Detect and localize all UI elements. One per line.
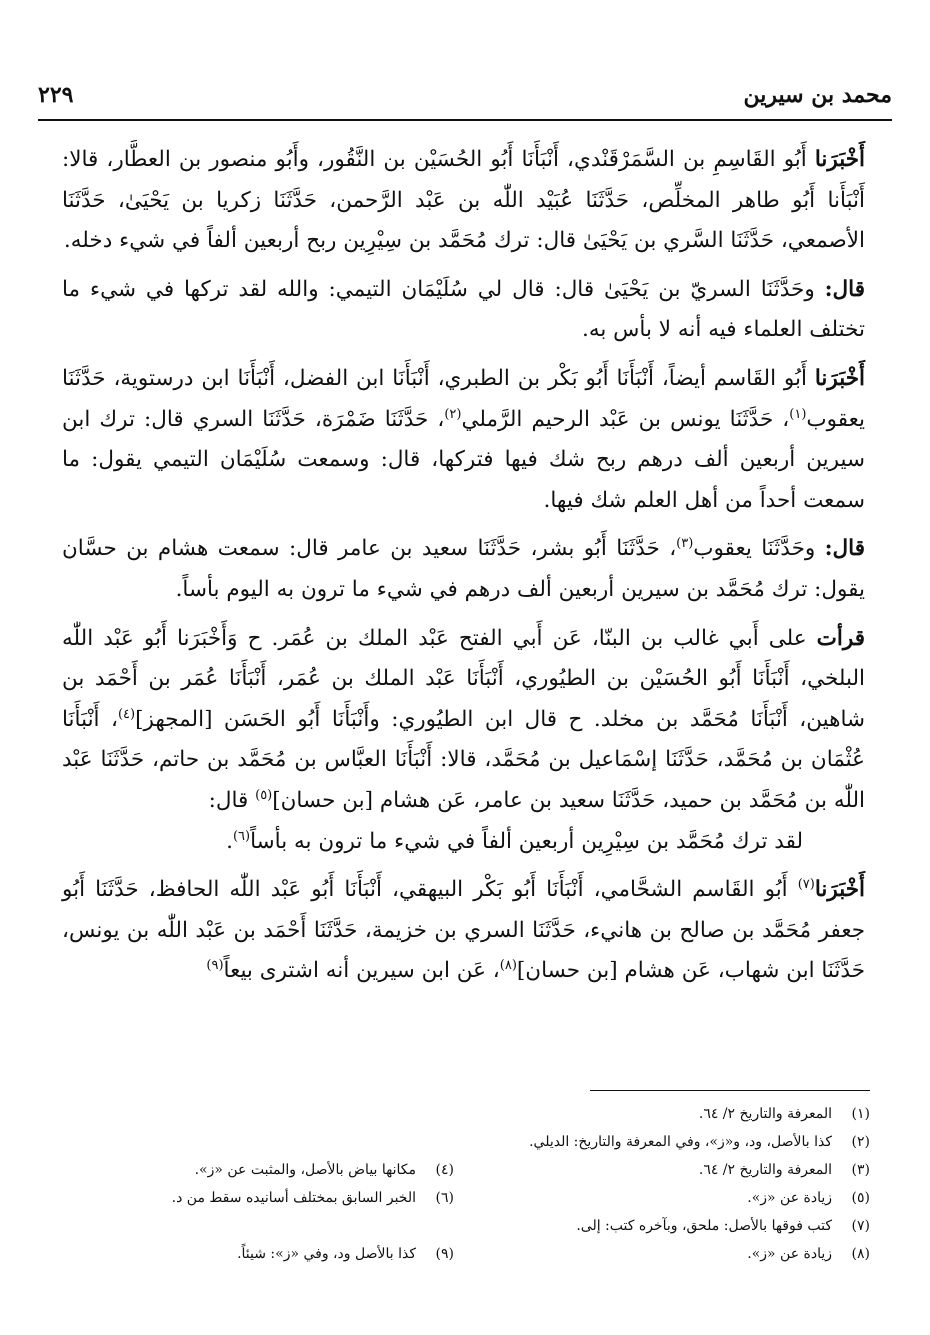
running-header bbox=[38, 82, 892, 116]
footnote-row bbox=[60, 1184, 870, 1212]
footnote-item bbox=[454, 1100, 870, 1128]
footnote-item bbox=[454, 1128, 870, 1156]
paragraph bbox=[62, 359, 865, 521]
footnote-ref[interactable]: (٩) bbox=[206, 958, 224, 974]
footnote-item bbox=[454, 1156, 870, 1184]
paragraph-text: أَبُو القَاسم أيضاً، أَنْبَأَنَا أَبُو بَكْر بن الطبري، أَنْبَأَنَا ابن الفضل، أَنْبَأَنَا ابن درستوية، حَدَّثَنَا يعقوب bbox=[62, 365, 865, 432]
page-number: ٢٢٩ bbox=[38, 82, 74, 108]
paragraph-lead: قال: bbox=[824, 276, 865, 302]
paragraph-lead: أَخْبَرَنا bbox=[814, 365, 865, 391]
footnote-ref[interactable]: (٦) bbox=[232, 828, 251, 844]
footnote-text: زيادة عن «ز». bbox=[747, 1246, 832, 1262]
paragraph bbox=[62, 619, 865, 822]
paragraph-text: وحَدَّثَنَا يعقوب bbox=[693, 536, 825, 562]
paragraph-lead: أَخْبَرَنا bbox=[814, 877, 865, 903]
paragraph-text: ، أَنْبَأَنَا عُثْمَان بن مُحَمَّد، حَدَّثَنَا إسْمَاعيل بن مُحَمَّد، قالا: أَنْبَأَنَا العبَّاس بن مُحَمَّد بن حاتم، حَدَّثَنَا عَبْد اللّٰه بن مُحَمَّد بن حميد، حَدَّثَنَا سعيد بن عامر، عَن هشام [بن حسان] bbox=[62, 706, 865, 813]
paragraph-text: ، حَدَّثَنَا ضَمْرَة، حَدَّثَنَا السري قال: ترك ابن سيرين أربعين ألف درهم ربح شك فيها فتركها، قال: وسمعت سُلَيْمَان التيمي يقول: ما سمعت أحداً من أهل العلم شك فيها. bbox=[62, 406, 865, 513]
footnote-number: (٩) bbox=[435, 1246, 454, 1262]
paragraph bbox=[62, 529, 865, 610]
paragraph-text: . bbox=[226, 828, 233, 854]
footnote-ref[interactable]: (٨) bbox=[499, 958, 517, 974]
paragraph-text: ، عَن ابن سيرين أنه اشترى بيعاً bbox=[223, 958, 500, 984]
footnote-number: (٦) bbox=[435, 1190, 454, 1206]
footnote-text: كذا بالأصل، ود، و«ز»، وفي المعرفة والتاريخ: الديلي. bbox=[529, 1134, 832, 1150]
footnote-row bbox=[60, 1100, 870, 1128]
paragraph-lead: قال: bbox=[824, 536, 866, 562]
paragraph-text: وحَدَّثَنَا السريّ بن يَحْيَىٰ قال: قال لي سُلَيْمَان التيمي: والله لقد تركها في شيء ما تختلف العلماء فيه أنه لا بأس به. bbox=[62, 276, 865, 343]
paragraph-text: قال: bbox=[208, 787, 256, 813]
footnote-ref[interactable]: (٥) bbox=[255, 787, 273, 803]
footnote-row bbox=[60, 1240, 870, 1268]
footnote-number: (٤) bbox=[435, 1162, 454, 1178]
footnote-ref[interactable]: (٣) bbox=[676, 536, 694, 552]
paragraph-text: أَبُو القَاسم الشحَّامي، أَنْبَأَنَا أَبُو بَكْر البيهقي، أَنْبَأَنَا أَبُو عَبْد اللّٰه الحافظ، حَدَّثَنَا أَبُو جعفر مُحَمَّد بن صالح بن هانيء، حَدَّثَنَا السري بن خزيمة، حَدَّثَنَا أَحْمَد بن عَبْد اللّٰه بن يونس، حَدَّثَنَا ابن شهاب، عَن هشام [بن حسان] bbox=[62, 877, 865, 984]
footnote-item bbox=[195, 1156, 454, 1184]
footnote-text: المعرفة والتاريخ ٢/ ٦٤. bbox=[698, 1162, 832, 1178]
footnote-number: (١) bbox=[851, 1106, 870, 1122]
paragraph bbox=[62, 270, 865, 351]
footnote-text: زيادة عن «ز». bbox=[747, 1190, 832, 1206]
paragraph bbox=[62, 870, 865, 992]
footnote-text: مكانها بياض بالأصل، والمثبت عن «ز». bbox=[194, 1162, 416, 1178]
footnotes bbox=[60, 1100, 870, 1268]
paragraph-lead: أَخْبَرَنا bbox=[814, 147, 865, 172]
paragraph-lead: قرأت bbox=[816, 625, 865, 651]
paragraph-text: لقد ترك مُحَمَّد بن سِيْرِين أربعين ألفاً في شيء ما ترون به بأساً bbox=[250, 828, 803, 854]
footnote-number: (٨) bbox=[851, 1246, 870, 1262]
footnote-text: كذا بالأصل ود، وفي «ز»: شيئاً. bbox=[237, 1246, 416, 1262]
paragraph-text: ، حَدَّثَنَا يونس بن عَبْد الرحيم الرَّملي bbox=[461, 406, 790, 432]
footnote-text: كتب فوقها بالأصل: ملحق، وبآخره كتب: إلى. bbox=[576, 1218, 832, 1234]
footnote-row bbox=[60, 1128, 870, 1156]
paragraph-text: ، حَدَّثَنَا أَبُو بشر، حَدَّثَنَا سعيد بن عامر قال: سمعت هشام بن حسَّان يقول: ترك مُحَمَّد بن سيرين أربعين ألف درهم في شيء ما ترون به اليوم بأساً. bbox=[62, 536, 865, 602]
footnote-ref[interactable]: (١) bbox=[789, 406, 807, 422]
footnote-ref[interactable]: (٤) bbox=[117, 706, 136, 722]
footnote-number: (٣) bbox=[851, 1162, 870, 1178]
footnote-row bbox=[60, 1212, 870, 1240]
footnote-text: المعرفة والتاريخ ٢/ ٦٤. bbox=[698, 1106, 832, 1122]
footnote-ref[interactable]: (٧) bbox=[797, 876, 815, 892]
paragraph bbox=[62, 140, 865, 262]
footnote-item bbox=[454, 1240, 870, 1268]
paragraph-text: أَبُو القَاسِمِ بن السَّمَرْقَنْدي، أَنْبَأَنَا أَبُو الحُسَيْن بن النَّقُور، وأَبُو منصور بن العطَّار، قالا: أَنْبَأَنا أَبُو طاهر المخلِّص، حَدَّثَنَا عُبَيْد اللّٰه بن عَبْد الرَّحمن، حَدَّثَنَا زكريا بن يَحْيَىٰ، حَدَّثَنَا الأصمعي، حَدَّثَنَا السَّري بن يَحْيَىٰ قال: ترك مُحَمَّد بن سِيْرِين ربح أربعين ألفاً في شيء دخله. bbox=[62, 147, 865, 254]
footnote-rule bbox=[590, 1090, 870, 1091]
footnote-text: الخبر السابق بمختلف أسانيده سقط من د. bbox=[171, 1190, 416, 1206]
running-title: محمد بن سيرين bbox=[743, 82, 892, 108]
footnote-item bbox=[172, 1184, 454, 1212]
footnote-number: (٢) bbox=[851, 1134, 870, 1150]
footnote-ref[interactable]: (٢) bbox=[444, 406, 462, 422]
paragraph-text: على أَبي غالب بن البنّا، عَن أَبي الفتح عَبْد الملك بن عُمَر. ح وَأَخْبَرَنا أَبُو عَبْد اللّٰه البلخي، أَنْبَأَنَا أَبُو الحُسَيْن بن الطيُوري، أَنْبَأَنَا عَبْد الملك بن عُمَر، أَنْبَأَنَا عُمَر بن أَحْمَد بن شاهين، أَنْبَأَنَا مُحَمَّد بن مخلد. ح قال ابن الطيُوري: وأَنْبَأَنَا أَبُو الحَسَن [المجهز] bbox=[62, 625, 866, 732]
footnote-number: (٥) bbox=[851, 1190, 870, 1206]
header-rule bbox=[38, 119, 892, 121]
footnote-row bbox=[60, 1156, 870, 1184]
footnote-item bbox=[454, 1184, 870, 1212]
footnote-number: (٧) bbox=[851, 1218, 870, 1234]
quote-line bbox=[62, 822, 865, 863]
footnote-item bbox=[454, 1212, 870, 1240]
main-text bbox=[62, 140, 865, 992]
footnote-item bbox=[237, 1240, 454, 1268]
